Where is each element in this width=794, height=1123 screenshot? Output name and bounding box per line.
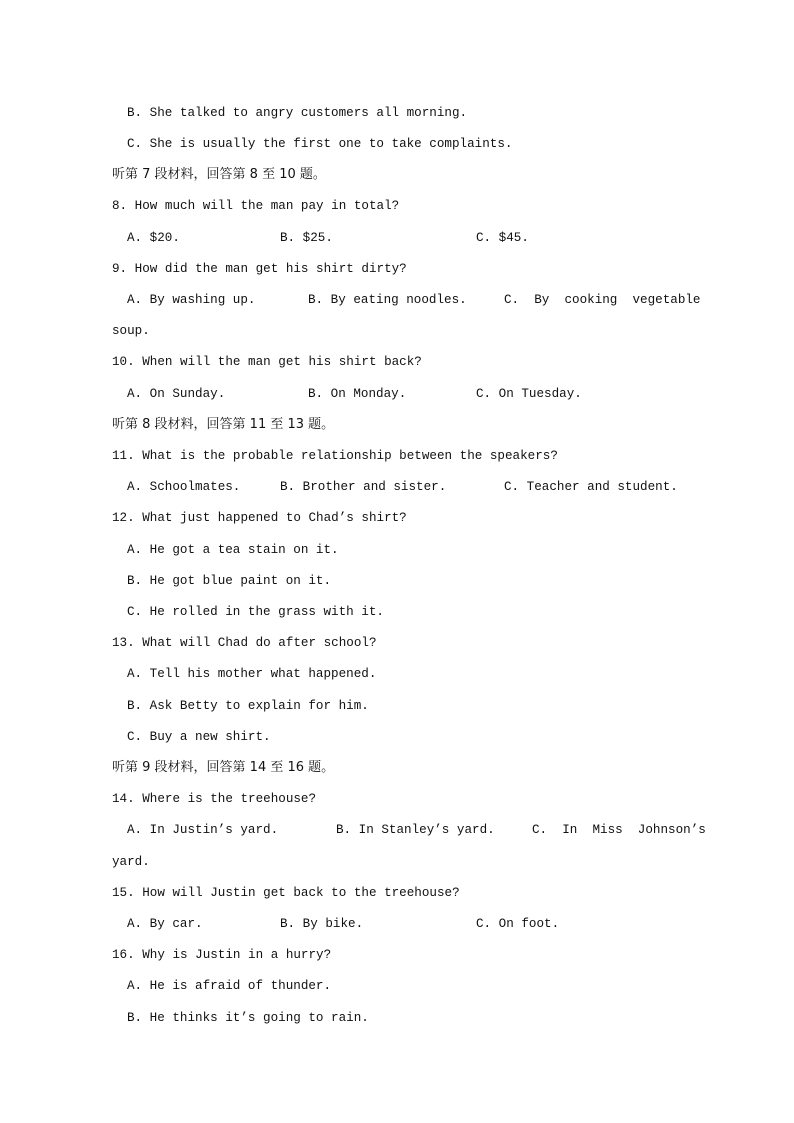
option-11b: B. Brother and sister. — [280, 480, 447, 494]
option-9c-continued: soup. — [112, 324, 150, 338]
option-14c: C. In Miss Johnson’s — [532, 823, 706, 837]
option-13a: A. Tell his mother what happened. — [127, 667, 377, 681]
question-10: 10. When will the man get his shirt back? — [112, 355, 422, 369]
option-15b: B. By bike. — [280, 917, 364, 931]
question-13: 13. What will Chad do after school? — [112, 636, 377, 650]
option-13b: B. Ask Betty to explain for him. — [127, 699, 369, 713]
option-11a: A. Schoolmates. — [127, 480, 241, 494]
option-12c: C. He rolled in the grass with it. — [127, 605, 384, 619]
question-14: 14. Where is the treehouse? — [112, 792, 317, 806]
question-12: 12. What just happened to Chad’s shirt? — [112, 511, 407, 525]
section-heading-9: 听第 9 段材料，回答第 14 至 16 题。 — [112, 760, 335, 775]
question-15: 15. How will Justin get back to the treehouse? — [112, 886, 460, 900]
option-10c: C. On Tuesday. — [476, 387, 582, 401]
question-8: 8. How much will the man pay in total? — [112, 199, 400, 213]
option-14a: A. In Justin’s yard. — [127, 823, 279, 837]
option-13c: C. Buy a new shirt. — [127, 730, 271, 744]
option-12b: B. He got blue paint on it. — [127, 574, 332, 588]
option-8a: A. $20. — [127, 231, 180, 245]
option-7b: B. She talked to angry customers all morning. — [127, 106, 468, 120]
option-9a: A. By washing up. — [127, 293, 256, 307]
option-9c: C. By cooking vegetable — [504, 293, 701, 307]
option-15a: A. By car. — [127, 917, 203, 931]
question-11: 11. What is the probable relationship between the speakers? — [112, 449, 558, 463]
option-14c-continued: yard. — [112, 855, 150, 869]
option-12a: A. He got a tea stain on it. — [127, 543, 339, 557]
option-8c: C. $45. — [476, 231, 529, 245]
option-15c: C. On foot. — [476, 917, 560, 931]
section-heading-8: 听第 8 段材料，回答第 11 至 13 题。 — [112, 417, 335, 432]
option-11c: C. Teacher and student. — [504, 480, 678, 494]
option-7c: C. She is usually the first one to take complaints. — [127, 137, 513, 151]
option-9b: B. By eating noodles. — [308, 293, 467, 307]
section-heading-7: 听第 7 段材料，回答第 8 至 10 题。 — [112, 167, 326, 182]
option-10b: B. On Monday. — [308, 387, 407, 401]
question-16: 16. Why is Justin in a hurry? — [112, 948, 332, 962]
question-9: 9. How did the man get his shirt dirty? — [112, 262, 407, 276]
option-10a: A. On Sunday. — [127, 387, 226, 401]
option-8b: B. $25. — [280, 231, 333, 245]
option-14b: B. In Stanley’s yard. — [336, 823, 495, 837]
option-16b: B. He thinks it’s going to rain. — [127, 1011, 369, 1025]
option-16a: A. He is afraid of thunder. — [127, 979, 332, 993]
